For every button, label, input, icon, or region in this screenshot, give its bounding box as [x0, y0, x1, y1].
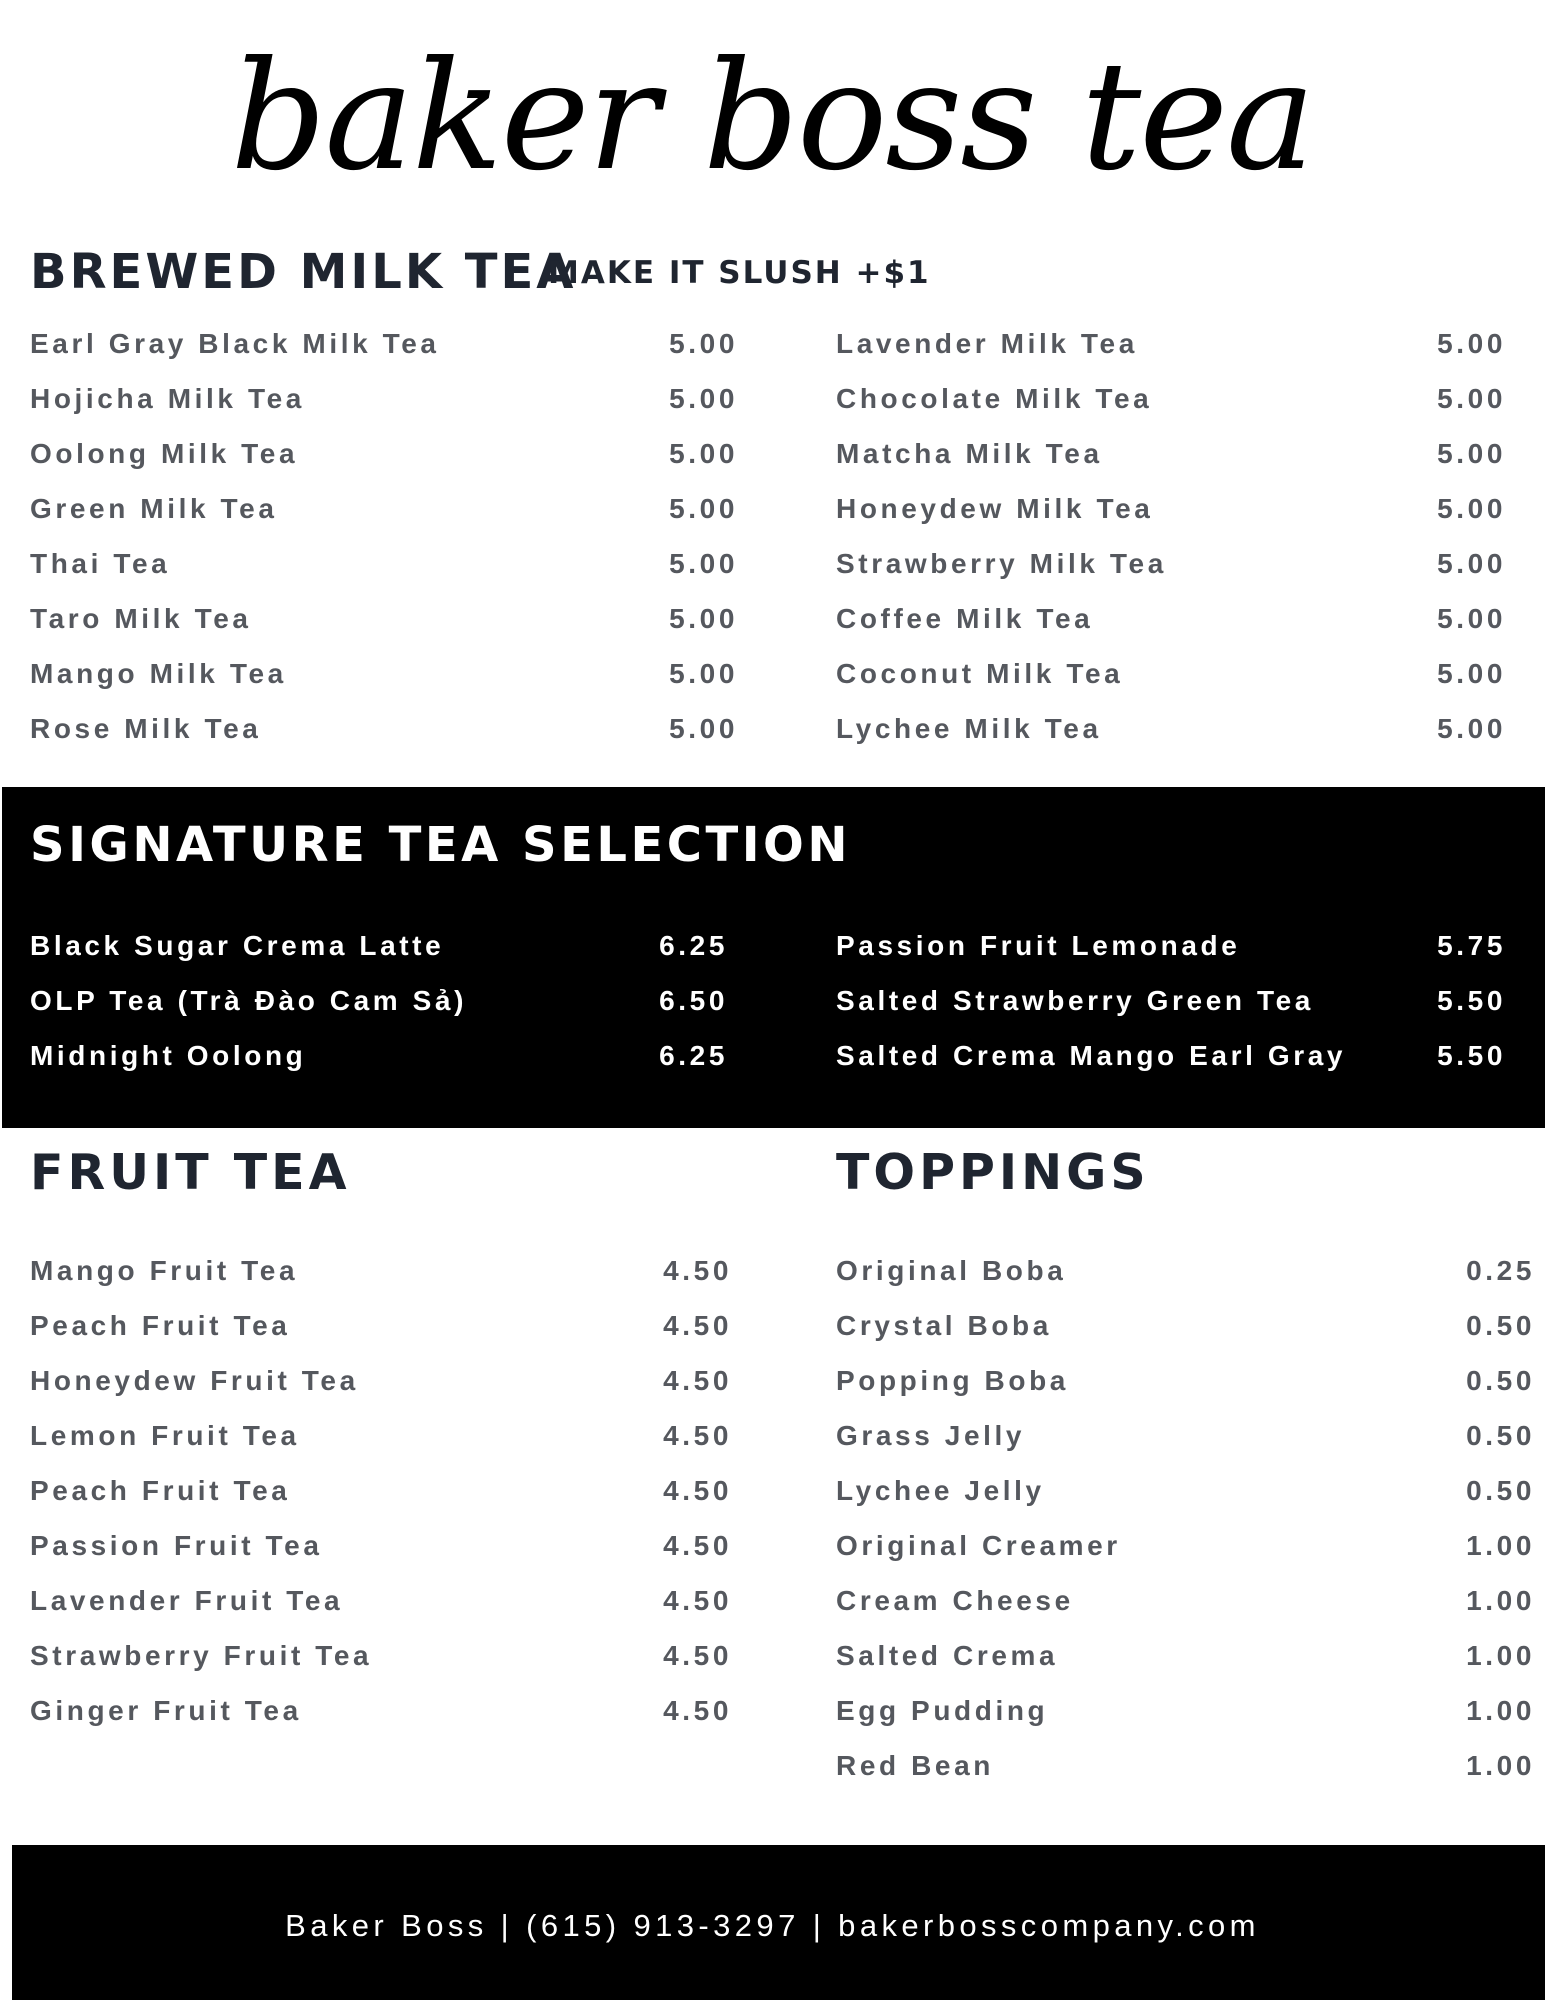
menu-item [836, 1636, 1535, 1676]
brewed-milk-tea-heading: BREWED MILK TEA [30, 244, 577, 300]
item-name: Green Milk Tea [30, 493, 278, 524]
item-name: Coconut Milk Tea [836, 658, 1124, 689]
menu-item [30, 379, 738, 419]
menu-item [836, 1471, 1535, 1511]
menu-item [836, 1526, 1535, 1566]
menu-item [30, 1361, 732, 1401]
item-name: Cream Cheese [836, 1585, 1074, 1616]
item-price: 5.00 [669, 493, 738, 524]
item-price: 5.00 [669, 328, 738, 359]
item-price: 1.00 [1466, 1695, 1535, 1726]
item-price: 0.50 [1466, 1310, 1535, 1341]
menu-item [836, 379, 1506, 419]
menu-item [836, 1416, 1535, 1456]
item-price: 4.50 [663, 1530, 732, 1561]
item-name: Rose Milk Tea [30, 713, 262, 744]
item-name: Lemon Fruit Tea [30, 1420, 300, 1451]
item-price: 5.00 [669, 548, 738, 579]
item-name: Earl Gray Black Milk Tea [30, 328, 440, 359]
item-price: 0.50 [1466, 1475, 1535, 1506]
item-name: Grass Jelly [836, 1420, 1026, 1451]
menu-item [30, 1526, 732, 1566]
item-name: Peach Fruit Tea [30, 1475, 291, 1506]
item-name: Passion Fruit Tea [30, 1530, 323, 1561]
item-name: Salted Strawberry Green Tea [836, 985, 1314, 1016]
item-price: 5.00 [1437, 603, 1506, 634]
slush-note: MAKE IT SLUSH +$1 [548, 255, 931, 291]
item-name: Passion Fruit Lemonade [836, 930, 1241, 961]
item-name: Salted Crema [836, 1640, 1059, 1671]
item-name: Ginger Fruit Tea [30, 1695, 302, 1726]
item-name: Salted Crema Mango Earl Gray [836, 1040, 1347, 1071]
item-price: 4.50 [663, 1310, 732, 1341]
item-price: 5.50 [1437, 1040, 1506, 1071]
menu-item [30, 544, 738, 584]
item-price: 5.00 [669, 658, 738, 689]
menu-item [30, 981, 728, 1021]
menu-item [836, 324, 1506, 364]
menu-item [836, 1306, 1535, 1346]
item-price: 5.00 [1437, 548, 1506, 579]
item-price: 4.50 [663, 1420, 732, 1451]
menu-item [30, 1581, 732, 1621]
item-price: 5.00 [1437, 383, 1506, 414]
menu-item [30, 1691, 732, 1731]
item-name: Crystal Boba [836, 1310, 1052, 1341]
item-name: OLP Tea (Trà Đào Cam Sả) [30, 985, 468, 1016]
item-name: Matcha Milk Tea [836, 438, 1103, 469]
item-name: Original Boba [836, 1255, 1067, 1286]
item-price: 5.00 [669, 713, 738, 744]
item-price: 4.50 [663, 1585, 732, 1616]
item-price: 5.00 [1437, 328, 1506, 359]
item-name: Midnight Oolong [30, 1040, 307, 1071]
item-price: 1.00 [1466, 1750, 1535, 1781]
item-price: 5.00 [669, 383, 738, 414]
menu-item [836, 1691, 1535, 1731]
item-name: Honeydew Milk Tea [836, 493, 1154, 524]
item-name: Strawberry Fruit Tea [30, 1640, 373, 1671]
item-name: Chocolate Milk Tea [836, 383, 1153, 414]
item-price: 5.00 [1437, 658, 1506, 689]
item-price: 5.00 [1437, 438, 1506, 469]
fruit-tea-heading: FRUIT TEA [30, 1144, 351, 1201]
item-price: 5.50 [1437, 985, 1506, 1016]
item-price: 4.50 [663, 1475, 732, 1506]
item-price: 4.50 [663, 1255, 732, 1286]
menu-item [836, 1036, 1506, 1076]
item-price: 0.50 [1466, 1420, 1535, 1451]
menu-item [836, 709, 1506, 749]
item-price: 4.50 [663, 1365, 732, 1396]
item-price: 5.00 [1437, 493, 1506, 524]
menu-item [30, 1036, 728, 1076]
menu-item [30, 1636, 732, 1676]
item-price: 4.50 [663, 1695, 732, 1726]
item-name: Thai Tea [30, 548, 171, 579]
menu-item [836, 1251, 1535, 1291]
item-name: Original Creamer [836, 1530, 1121, 1561]
item-name: Lychee Milk Tea [836, 713, 1102, 744]
item-name: Mango Milk Tea [30, 658, 287, 689]
menu-item [30, 1471, 732, 1511]
item-price: 1.00 [1466, 1640, 1535, 1671]
item-name: Red Bean [836, 1750, 994, 1781]
menu-item [836, 926, 1506, 966]
menu-item [836, 544, 1506, 584]
item-name: Honeydew Fruit Tea [30, 1365, 359, 1396]
brand-logo [0, 0, 1545, 215]
item-name: Lavender Fruit Tea [30, 1585, 344, 1616]
menu-item [836, 434, 1506, 474]
item-price: 0.50 [1466, 1365, 1535, 1396]
item-price: 5.75 [1437, 930, 1506, 961]
toppings-heading: TOPPINGS [836, 1144, 1150, 1201]
item-price: 4.50 [663, 1640, 732, 1671]
item-price: 6.50 [659, 985, 728, 1016]
item-name: Coffee Milk Tea [836, 603, 1094, 634]
item-name: Egg Pudding [836, 1695, 1049, 1726]
menu-item [836, 654, 1506, 694]
footer-contact: Baker Boss | (615) 913-3297 | bakerbosscompany.com [285, 1908, 1260, 1943]
menu-item [30, 489, 738, 529]
item-price: 1.00 [1466, 1530, 1535, 1561]
item-price: 5.00 [669, 603, 738, 634]
menu-item [30, 709, 738, 749]
logo-script [0, 0, 1545, 215]
item-price: 6.25 [659, 1040, 728, 1071]
signature-heading: SIGNATURE TEA SELECTION [30, 817, 852, 873]
menu-item [836, 981, 1506, 1021]
menu-item [30, 599, 738, 639]
menu-item [30, 654, 738, 694]
item-name: Lavender Milk Tea [836, 328, 1138, 359]
item-name: Peach Fruit Tea [30, 1310, 291, 1341]
menu-item [836, 489, 1506, 529]
item-name: Black Sugar Crema Latte [30, 930, 445, 961]
item-name: Mango Fruit Tea [30, 1255, 299, 1286]
menu-item [30, 1306, 732, 1346]
item-name: Taro Milk Tea [30, 603, 252, 634]
item-name: Oolong Milk Tea [30, 438, 299, 469]
item-price: 5.00 [669, 438, 738, 469]
menu-item [30, 324, 738, 364]
item-name: Strawberry Milk Tea [836, 548, 1167, 579]
logo-text: baker boss tea [230, 30, 1314, 204]
menu-item [836, 1746, 1535, 1786]
item-price: 6.25 [659, 930, 728, 961]
item-name: Hojicha Milk Tea [30, 383, 305, 414]
menu-item [30, 1251, 732, 1291]
menu-item [836, 1581, 1535, 1621]
item-name: Lychee Jelly [836, 1475, 1045, 1506]
item-price: 1.00 [1466, 1585, 1535, 1616]
menu-item [30, 434, 738, 474]
menu-item [30, 1416, 732, 1456]
item-price: 5.00 [1437, 713, 1506, 744]
menu-item [30, 926, 728, 966]
item-price: 0.25 [1466, 1255, 1535, 1286]
menu-item [836, 599, 1506, 639]
menu-item [836, 1361, 1535, 1401]
item-name: Popping Boba [836, 1365, 1069, 1396]
